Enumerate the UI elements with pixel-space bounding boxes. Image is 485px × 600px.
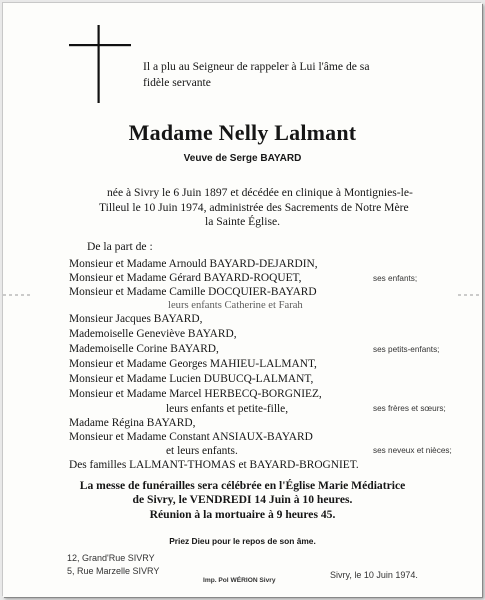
fold-dashes [3, 294, 482, 296]
family-line-8: Monsieur et Madame Georges MAHIEU-LALMANT, [69, 358, 317, 370]
widow-of: Veuve de Serge BAYARD [183, 153, 302, 164]
bio-line-3: la Sainte Église. [205, 215, 281, 228]
bio-line-2: Tilleul le 10 Juin 1974, administrée des Sacrements de Notre Mère [99, 201, 409, 214]
family-line-13: Monsieur et Madame Constant ANSIAUX-BAYARD [69, 431, 313, 443]
bio-line-1: née à Sivry le 6 Juin 1897 et décédée en clinique à Montignies-le- [107, 186, 413, 199]
address-2: 5, Rue Marzelle SIVRY [67, 566, 160, 576]
family-line-15: Des familles LALMANT-THOMAS et BAYARD-BROGNIET. [69, 459, 359, 471]
note-siblings: ses frères et sœurs; [373, 404, 446, 413]
de-la-part-label: De la part de : [87, 240, 153, 253]
address-1: 12, Grand'Rue SIVRY [67, 553, 155, 563]
funeral-line-3: Réunion à la mortuaire à 9 heures 45. [149, 508, 336, 521]
intro-line-1: Il a plu au Seigneur de rappeler à Lui l'âme de sa [143, 60, 370, 73]
cross-icon [69, 25, 131, 103]
family-line-14: et leurs enfants. [166, 445, 238, 457]
intro-line-2: fidèle servante [143, 76, 211, 89]
place-date: Sivry, le 10 Juin 1974. [330, 570, 418, 580]
family-line-10: Monsieur et Madame Marcel HERBECQ-BORGNIEZ, [69, 388, 322, 400]
family-line-12: Madame Régina BAYARD, [69, 417, 196, 429]
note-children: ses enfants; [373, 274, 418, 283]
family-line-2: Monsieur et Madame Gérard BAYARD-ROQUET, [69, 272, 302, 284]
prayer-line: Priez Dieu pour le repos de son âme. [169, 536, 316, 546]
printer-imprint: Imp. Pol WÉRION Sivry [203, 577, 276, 584]
deceased-name: Madame Nelly Lalmant [128, 120, 357, 145]
family-line-6: Mademoiselle Geneviève BAYARD, [69, 328, 237, 340]
note-nephews: ses neveux et nièces; [373, 446, 452, 455]
family-line-9: Monsieur et Madame Lucien DUBUCQ-LALMANT, [69, 373, 314, 385]
family-line-4: leurs enfants Catherine et Farah [168, 300, 303, 311]
family-line-11: leurs enfants et petite-fille, [166, 403, 289, 415]
funeral-line-1: La messe de funérailles sera célébrée en l'Église Marie Médiatrice [79, 479, 406, 492]
note-grandchildren: ses petits-enfants; [373, 345, 440, 354]
funeral-line-2: de Sivry, le VENDREDI 14 Juin à 10 heures. [132, 493, 353, 506]
family-line-7: Mademoiselle Corine BAYARD, [69, 343, 219, 355]
family-line-5: Monsieur Jacques BAYARD, [69, 313, 203, 325]
family-line-1: Monsieur et Madame Arnould BAYARD-DEJARDIN, [69, 258, 318, 270]
family-line-3: Monsieur et Madame Camille DOCQUIER-BAYARD [69, 286, 317, 298]
obituary-card [3, 3, 482, 597]
